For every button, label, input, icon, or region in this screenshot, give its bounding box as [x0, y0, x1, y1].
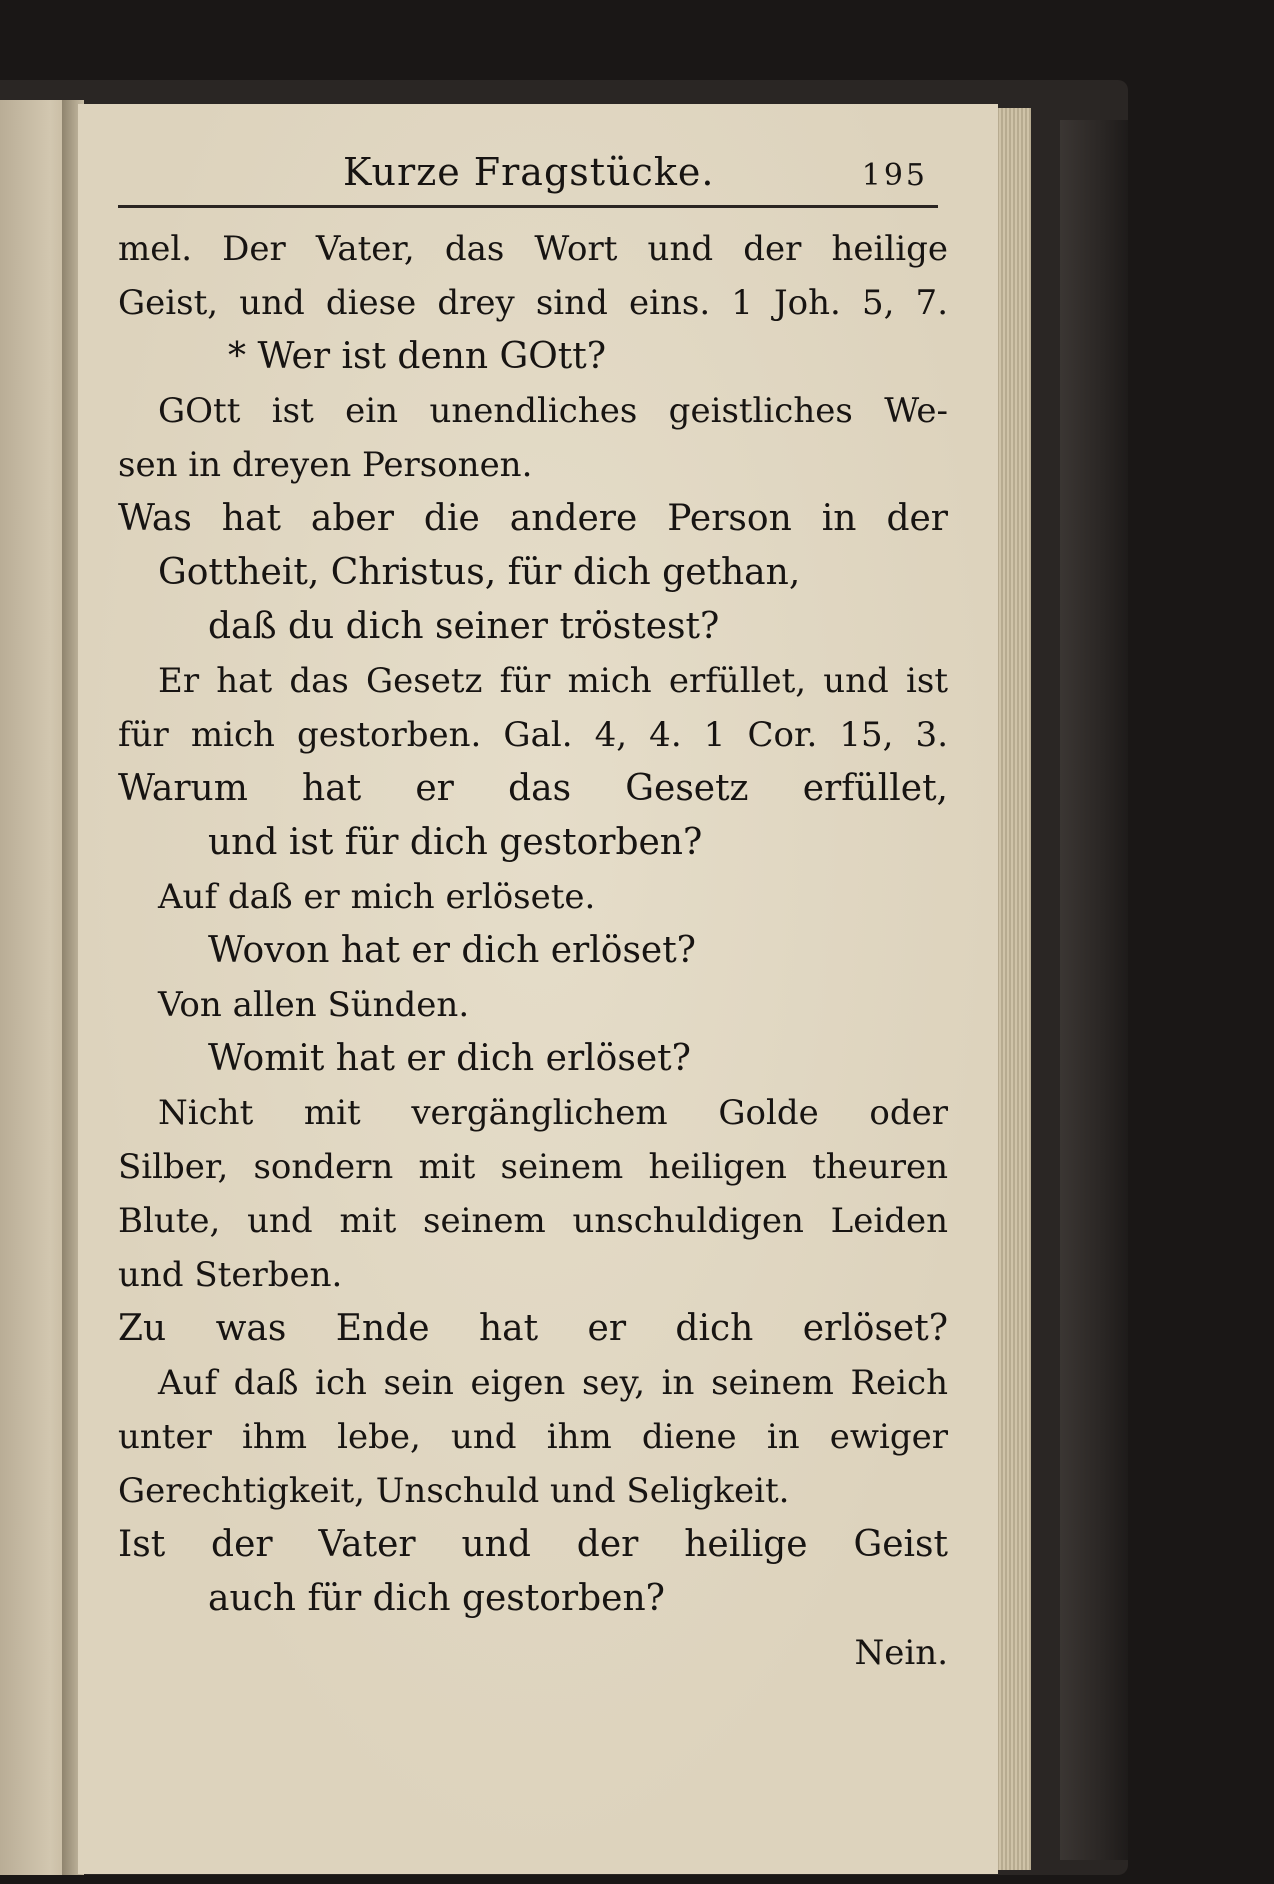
question-line: daß du dich seiner tröstest? — [208, 606, 720, 647]
question-line: Womit hat er dich erlöset? — [208, 1038, 691, 1079]
answer-line: Von allen Sünden. — [158, 985, 470, 1025]
running-header — [118, 150, 948, 210]
header-rule — [118, 205, 938, 208]
question-line: Ist der Vater und der heilige Geist — [118, 1524, 948, 1565]
answer-line: GOtt ist ein unendliches geistliches We- — [158, 391, 948, 431]
answer-line: für mich gestorben. Gal. 4, 4. 1 Cor. 15, 3. — [118, 715, 948, 755]
page-text — [118, 150, 948, 1673]
page-number: 195 — [861, 158, 928, 193]
question-line: * Wer ist denn GOtt? — [228, 336, 607, 377]
question-line: Wovon hat er dich erlöset? — [208, 930, 696, 971]
answer-line: Gerechtigkeit, Unschuld und Seligkeit. — [118, 1471, 790, 1511]
answer-line: und Sterben. — [118, 1255, 343, 1295]
answer-line: Nicht mit vergänglichem Golde oder — [158, 1093, 948, 1133]
body-text — [118, 222, 948, 1680]
text-line: mel. Der Vater, das Wort und der heilige — [118, 229, 948, 269]
answer-line: Nein. — [854, 1633, 948, 1673]
answer-line: Auf daß er mich erlösete. — [158, 877, 596, 917]
answer-line: Silber, sondern mit seinem heiligen theuren — [118, 1147, 948, 1187]
answer-line: Er hat das Gesetz für mich erfüllet, und ist — [158, 661, 948, 701]
answer-line: Auf daß ich sein eigen sey, in seinem Reich — [158, 1363, 948, 1403]
answer-line: sen in dreyen Personen. — [118, 445, 533, 485]
question-line: und ist für dich gestorben? — [208, 822, 703, 863]
question-line: Gottheit, Christus, für dich gethan, — [158, 552, 801, 593]
question-line: Zu was Ende hat er dich erlöset? — [118, 1308, 948, 1349]
question-line: Was hat aber die andere Person in der — [118, 498, 948, 539]
text-line: Geist, und diese drey sind eins. 1 Joh. 5, 7. — [118, 283, 948, 323]
cover-spine-edge — [1060, 120, 1128, 1860]
answer-line: Blute, und mit seinem unschuldigen Leiden — [118, 1201, 948, 1241]
page-block-edges — [995, 108, 1031, 1870]
answer-line: unter ihm lebe, und ihm diene in ewiger — [118, 1417, 948, 1457]
running-title: Kurze Fragstücke. — [343, 150, 715, 194]
question-line: Warum hat er das Gesetz erfüllet, — [118, 768, 948, 809]
question-line: auch für dich gestorben? — [208, 1578, 665, 1619]
